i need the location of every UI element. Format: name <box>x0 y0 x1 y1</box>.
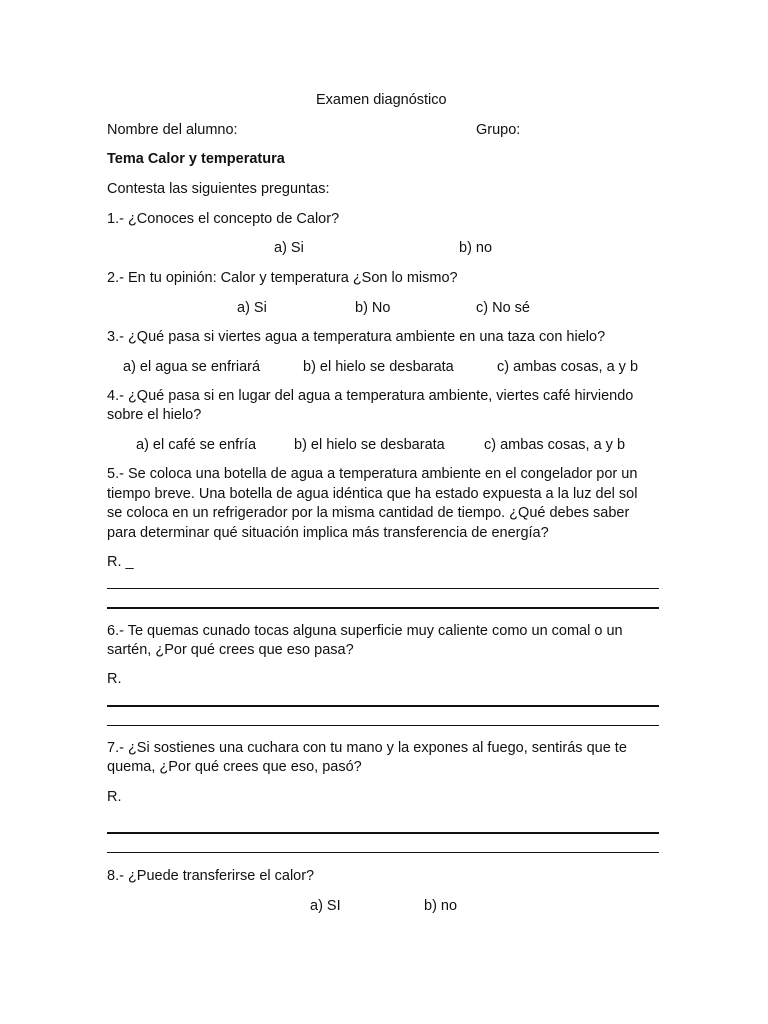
question-5-line-4: para determinar qué situación implica más transferencia de energía? <box>107 525 549 541</box>
q6-answer-label: R. <box>107 671 122 687</box>
question-8: 8.- ¿Puede transferirse el calor? <box>107 868 315 884</box>
q2-option-a: a) Si <box>237 300 267 316</box>
q8-option-b: b) no <box>424 898 458 914</box>
question-7-line-1: 7.- ¿Si sostienes una cuchara con tu mano y la expones al fuego, sentirás que te <box>107 740 627 756</box>
q4-option-a: a) el café se enfría <box>136 437 257 453</box>
q2-option-c: c) No sé <box>476 300 530 316</box>
question-4-line-2: sobre el hielo? <box>107 407 202 423</box>
topic-heading: Tema Calor y temperatura <box>107 151 285 167</box>
instructions: Contesta las siguientes preguntas: <box>107 181 330 197</box>
q7-answer-line-2 <box>107 852 659 853</box>
q5-answer-label: R. _ <box>107 554 134 570</box>
question-3: 3.- ¿Qué pasa si viertes agua a temperatura ambiente en una taza con hielo? <box>107 329 606 345</box>
question-2: 2.- En tu opinión: Calor y temperatura ¿Son lo mismo? <box>107 270 458 286</box>
q3-option-a: a) el agua se enfriará <box>123 359 261 375</box>
question-5-line-1: 5.- Se coloca una botella de agua a temperatura ambiente en el congelador por un <box>107 466 638 482</box>
q8-option-a: a) SI <box>310 898 341 914</box>
question-6-line-2: sartén, ¿Por qué crees que eso pasa? <box>107 642 354 658</box>
q7-answer-label: R. <box>107 789 122 805</box>
q4-option-b: b) el hielo se desbarata <box>294 437 445 453</box>
q7-answer-line-1 <box>107 832 659 834</box>
q5-answer-line-1 <box>107 588 659 589</box>
question-5-line-2: tiempo breve. Una botella de agua idéntica que ha estado expuesta a la luz del sol <box>107 486 638 502</box>
question-7-line-2: quema, ¿Por qué crees que eso, pasó? <box>107 759 362 775</box>
q1-option-b: b) no <box>459 240 493 256</box>
question-5-line-3: se coloca en un refrigerador por la misma cantidad de tiempo. ¿Qué debes saber <box>107 505 630 521</box>
q4-option-c: c) ambas cosas, a y b <box>484 437 626 453</box>
question-4-line-1: 4.- ¿Qué pasa si en lugar del agua a temperatura ambiente, viertes café hirviendo <box>107 388 634 404</box>
q2-option-b: b) No <box>355 300 391 316</box>
group-label: Grupo: <box>476 122 521 138</box>
q5-answer-line-2 <box>107 607 659 609</box>
document-title: Examen diagnóstico <box>316 92 447 108</box>
student-name-label: Nombre del alumno: <box>107 122 238 138</box>
q6-answer-line-1 <box>107 705 659 707</box>
q3-option-b: b) el hielo se desbarata <box>303 359 454 375</box>
q1-option-a: a) Si <box>274 240 304 256</box>
question-1: 1.- ¿Conoces el concepto de Calor? <box>107 211 340 227</box>
question-6-line-1: 6.- Te quemas cunado tocas alguna superficie muy caliente como un comal o un <box>107 623 623 639</box>
q3-option-c: c) ambas cosas, a y b <box>497 359 639 375</box>
q6-answer-line-2 <box>107 725 659 726</box>
